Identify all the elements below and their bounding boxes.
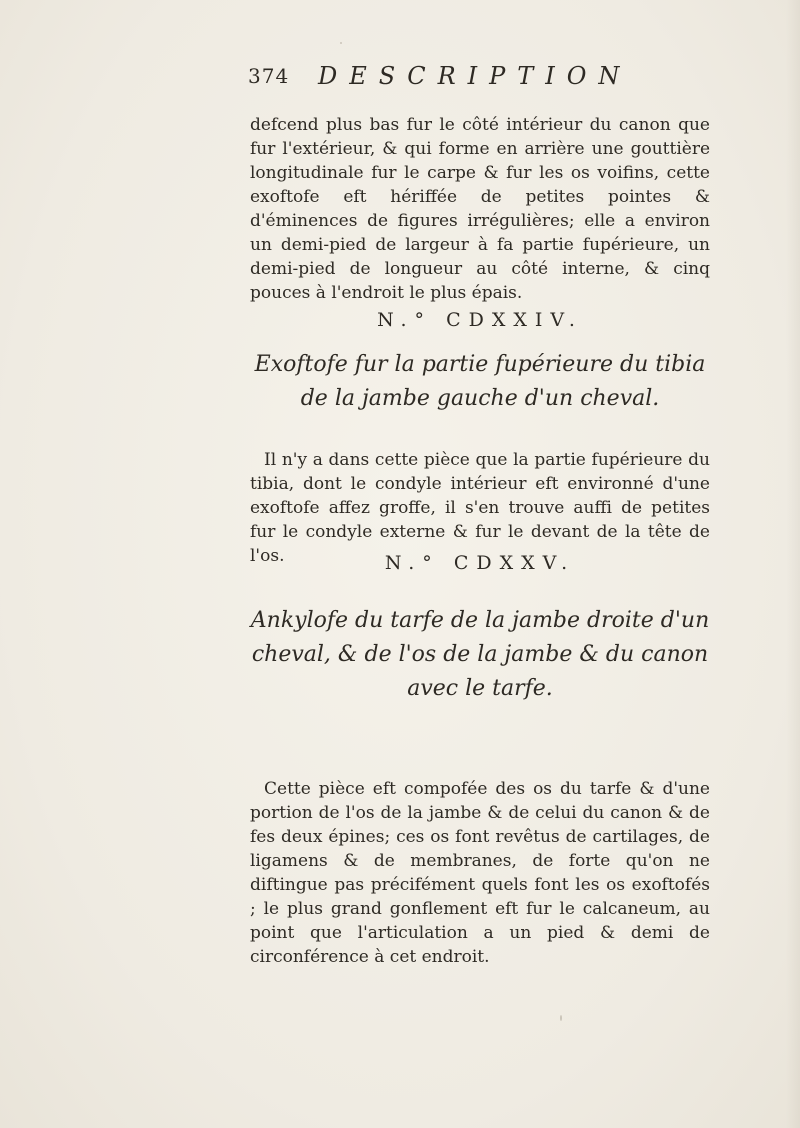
running-head: [248, 62, 708, 96]
entry-number: N.° CDXXV.: [384, 552, 576, 574]
entry-title: Exoftofe fur la partie fupérieure du tibia de la jambe gauche d'un cheval.: [254, 352, 706, 411]
entry-title: Ankylofe du tarfe de la jambe droite d'un cheval, & de l'os de la jambe & du canon avec le tarfe.: [250, 608, 710, 701]
continued-paragraph: defcend plus bas fur le côté intérieur du canon que fur l'extérieur, & qui forme en arrière une gouttière longitudinale fur le carpe & fur les os voifins, cette exoftofe eft hériffée de petites pointes & d'éminences de figures irrégulières; elle a environ un demi-pied de largeur à fa partie fupérieure, un demi-pied de longueur au côté interne, & cinq pouces à l'endroit le plus épais.: [250, 115, 710, 303]
paper-speck: [420, 880, 423, 882]
paper-speck: [340, 42, 342, 44]
entry-description: Cette pièce eft compofée des os du tarfe & d'une portion de l'os de la jambe & de celui du canon & de fes deux épines; ces os font revêtus de cartilages, de ligamens & de membranes, de forte qu'on ne diftingue pas précifément quels font les os exoftofés ; le plus grand gonflement eft fur le calcaneum, au point que l'articulation a un pied & demi de circonférence à cet endroit.: [250, 779, 710, 967]
running-title: DESCRIPTION: [318, 62, 632, 90]
paper-speck: [560, 1015, 562, 1021]
page-edge-shadow: [786, 0, 800, 1128]
page-number: 374: [248, 64, 290, 88]
entry-description: Il n'y a dans cette pièce que la partie fupérieure du tibia, dont le condyle intérieur eft environné d'une exoftofe affez groffe, il s'en trouve auffi de petites fur le condyle externe & fur le devant de la tête de l'os.: [250, 450, 710, 566]
entry-number: N.° CDXXIV.: [377, 309, 583, 331]
